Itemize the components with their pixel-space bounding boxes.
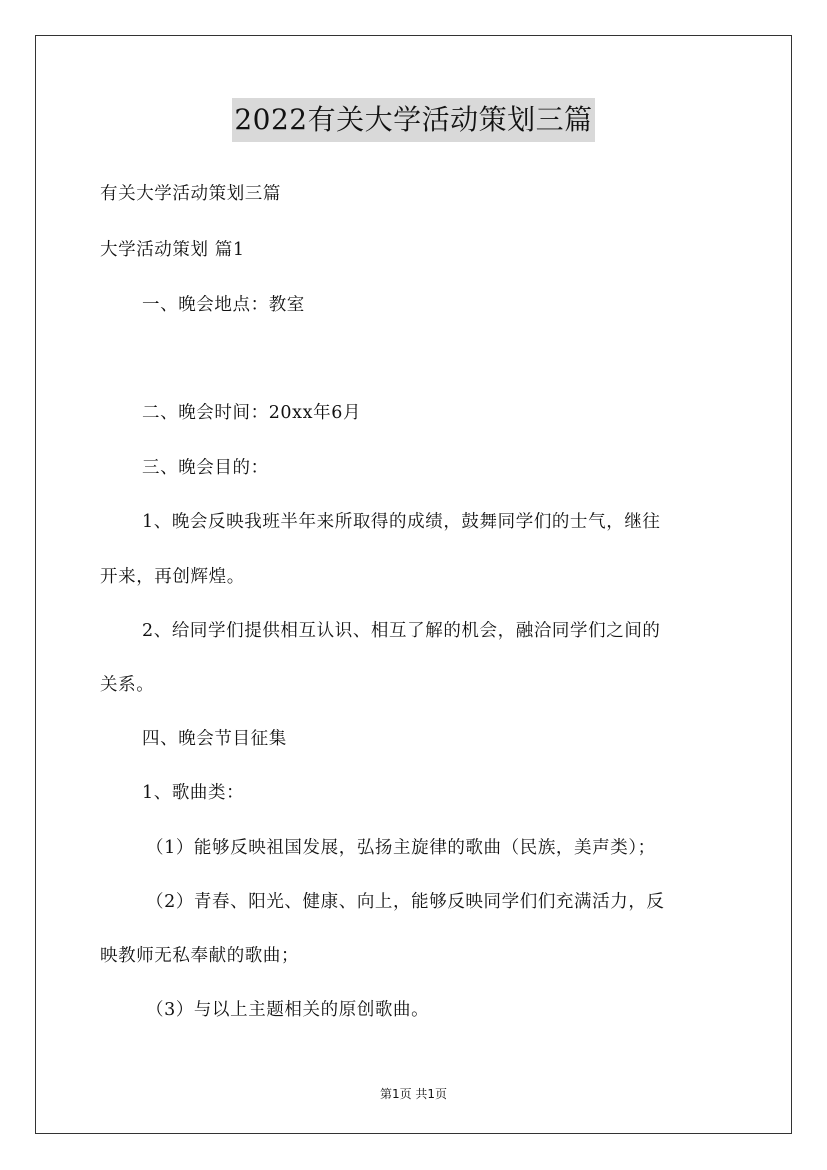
paragraph-line: 映教师无私奉献的歌曲；: [100, 946, 300, 966]
section-heading: 大学活动策划 篇1: [100, 240, 245, 260]
paragraph-line: 2、给同学们提供相互认识、相互了解的机会，融洽同学们之间的: [142, 621, 661, 641]
paragraph-line: 1、晚会反映我班半年来所取得的成绩，鼓舞同学们的士气，继往: [142, 512, 661, 532]
subtitle: 有关大学活动策划三篇: [100, 184, 281, 204]
paragraph-line: 四、晚会节目征集: [142, 729, 287, 749]
document-title: 2022有关大学活动策划三篇: [232, 98, 594, 142]
title-container: [0, 98, 827, 142]
paragraph-line: （2）青春、阳光、健康、向上，能够反映同学们们充满活力，反: [146, 892, 665, 912]
paragraph-line: （3）与以上主题相关的原创歌曲。: [146, 1000, 430, 1020]
paragraph-line: 三、晚会目的：: [142, 458, 269, 478]
paragraph-line: 1、歌曲类：: [142, 783, 245, 803]
paragraph-line: 二、晚会时间：20xx年6月: [142, 403, 362, 423]
paragraph-line: 一、晚会地点：教室: [142, 295, 305, 315]
paragraph-line: 关系。: [100, 675, 155, 695]
paragraph-line: （1）能够反映祖国发展，弘扬主旋律的歌曲（民族，美声类）；: [146, 838, 656, 858]
page-footer: 第1页 共1页: [379, 1087, 448, 1101]
paragraph-line: 开来，再创辉煌。: [100, 567, 245, 587]
